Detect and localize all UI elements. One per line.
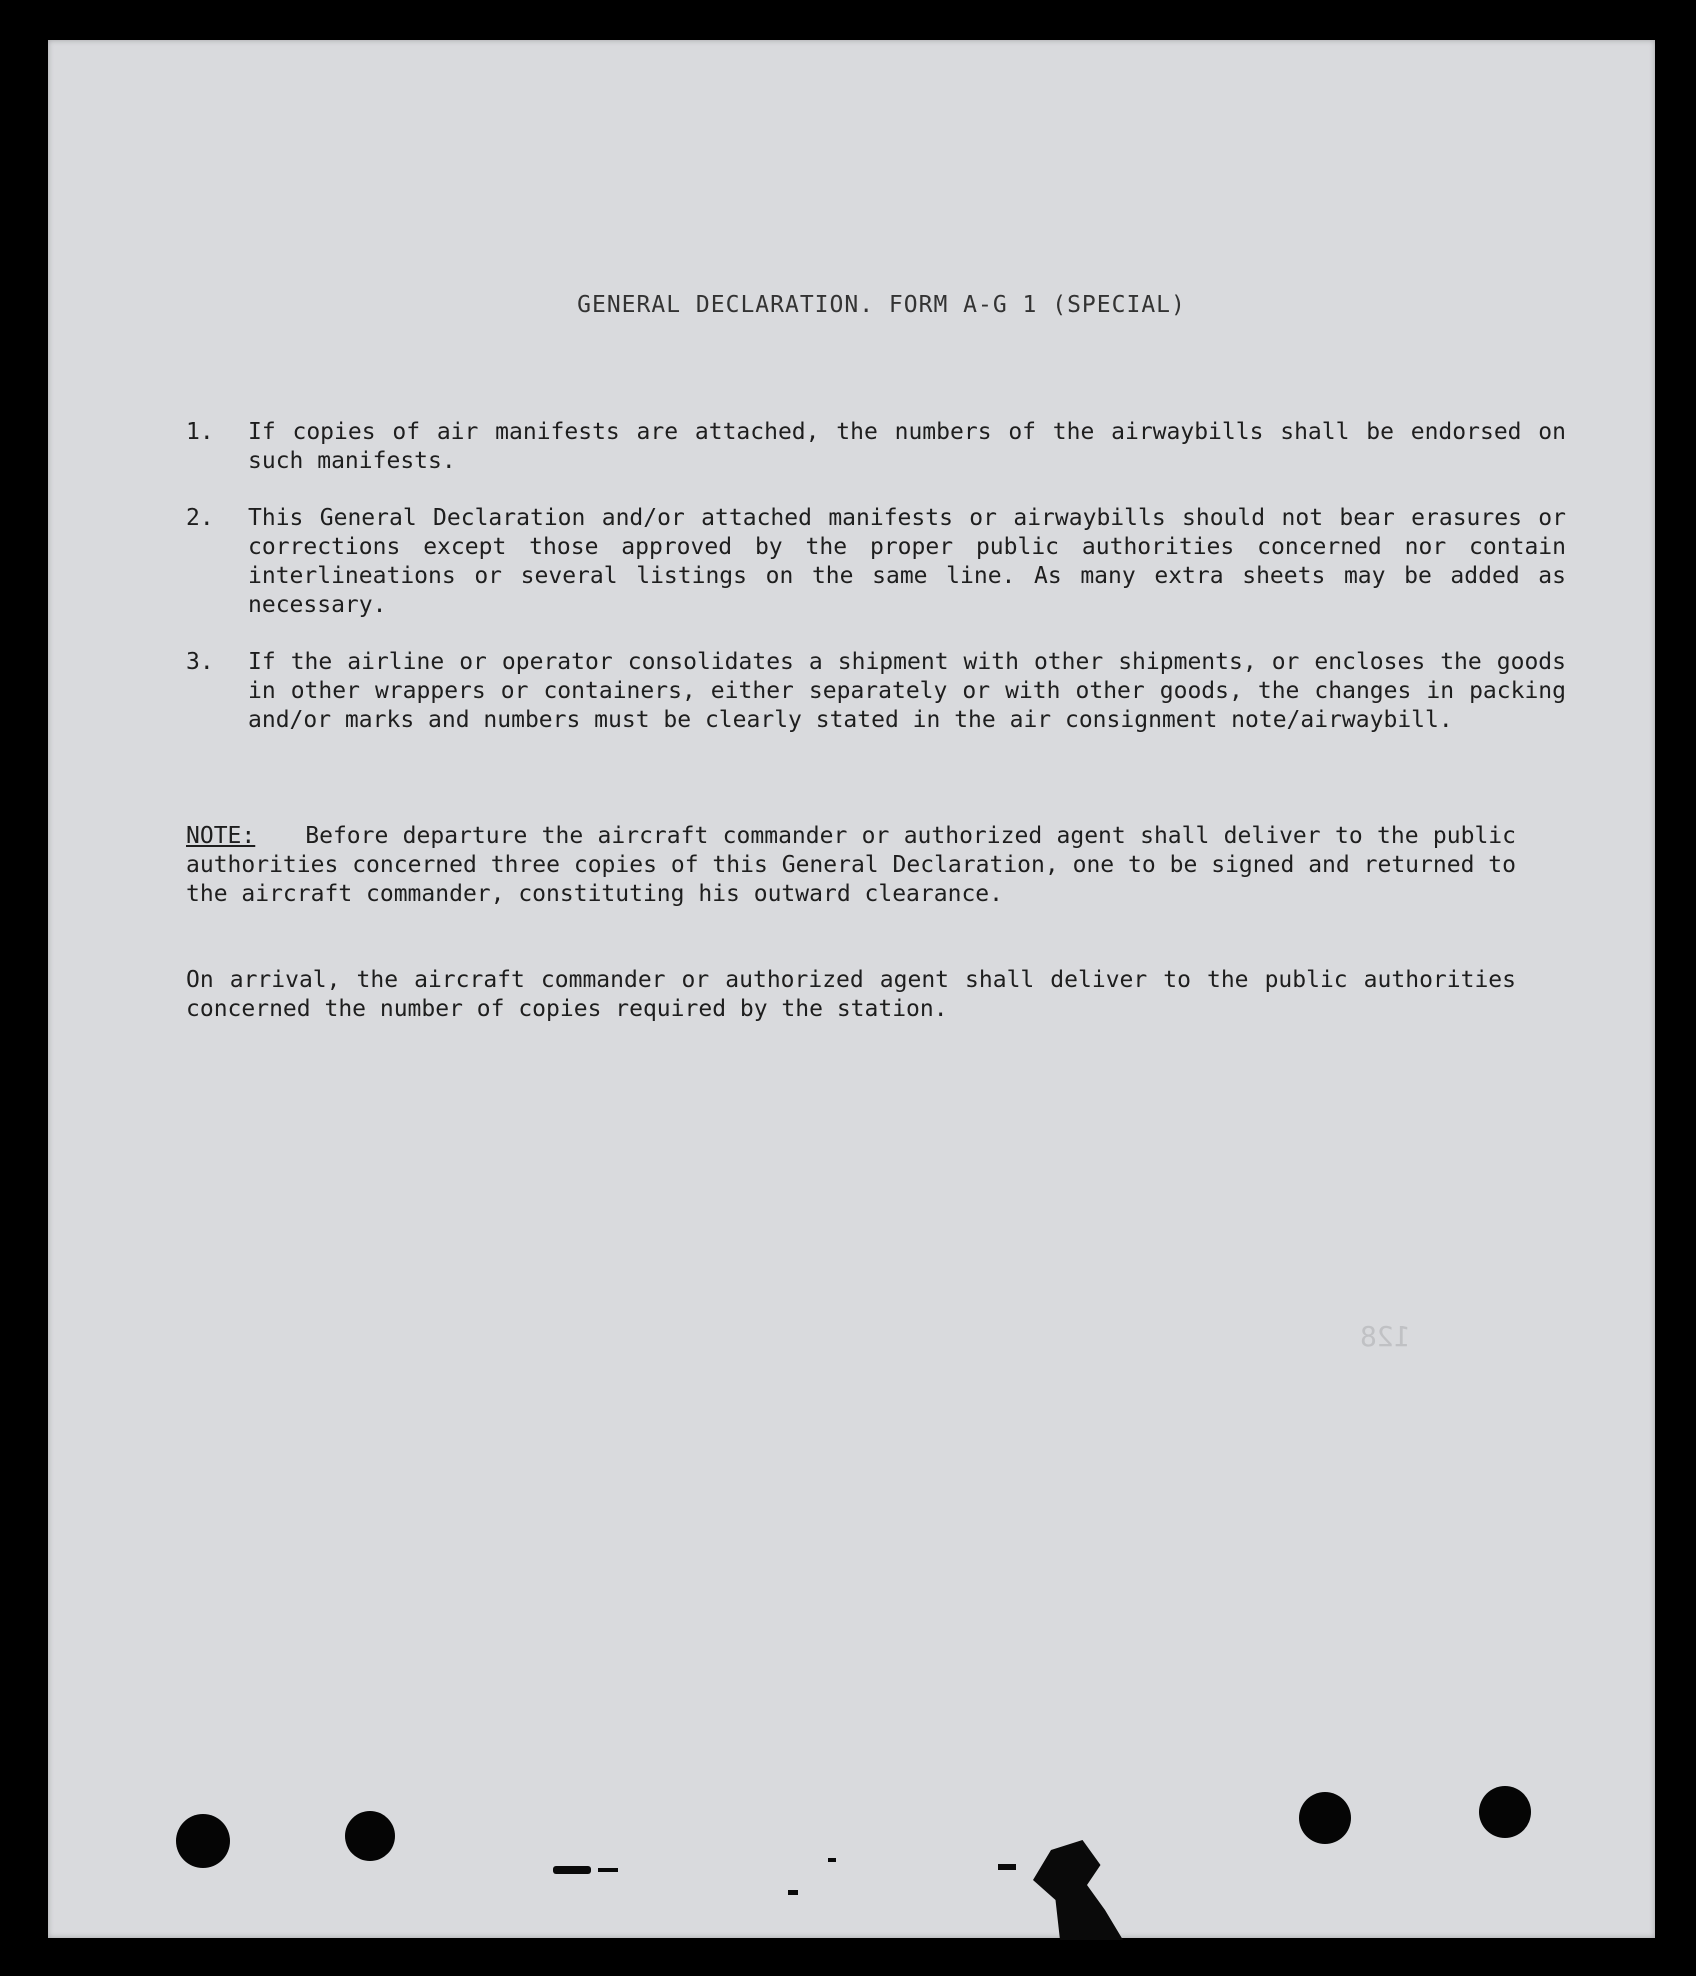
item-number: 2. [186,505,214,531]
list-item [186,648,1566,735]
note-text: Before departure the aircraft commander or authorized agent shall deliver to the public authorities concerned three copies of this General Declaration, one to be signed and returned to the aircraft commander, constituting his outward clearance. [186,823,1516,907]
speck [553,1866,591,1874]
note-label: NOTE: [186,823,256,849]
bleed-through-mark: 128 [1360,1320,1411,1353]
list-item [186,418,1566,476]
document-page [48,40,1655,1938]
item-number: 3. [186,649,214,675]
item-number: 1. [186,419,214,445]
punch-hole [1479,1786,1531,1838]
punch-hole [345,1811,395,1861]
document-title: GENERAL DECLARATION. FORM A-G 1 (SPECIAL) [577,292,1186,318]
torn-edge [1033,1840,1123,1940]
list-item [186,504,1566,620]
punch-hole [176,1814,230,1868]
speck [598,1868,618,1872]
item-text: If the airline or operator consolidates a shipment with other shipments, or encloses the goods in other wrappers or containers, either separately or with other goods, the changes in packing and/or marks and numbers must be clearly stated in the air consignment note/airwaybill. [248,649,1566,733]
speck [788,1890,798,1895]
item-text: This General Declaration and/or attached manifests or airwaybills should not bear erasures or corrections except those approved by the proper public authorities concerned nor contain interlineations or several listings on the same line. As many extra sheets may be added as necessary. [248,505,1566,618]
item-text: If copies of air manifests are attached, the numbers of the airwaybills shall be endorsed on such manifests. [248,419,1566,474]
punch-hole [1299,1792,1351,1844]
arrival-paragraph: On arrival, the aircraft commander or authorized agent shall deliver to the public authorities concerned the number of copies required by the station. [186,967,1516,1022]
speck [828,1858,836,1862]
note-paragraph [186,822,1516,909]
speck [998,1864,1016,1870]
